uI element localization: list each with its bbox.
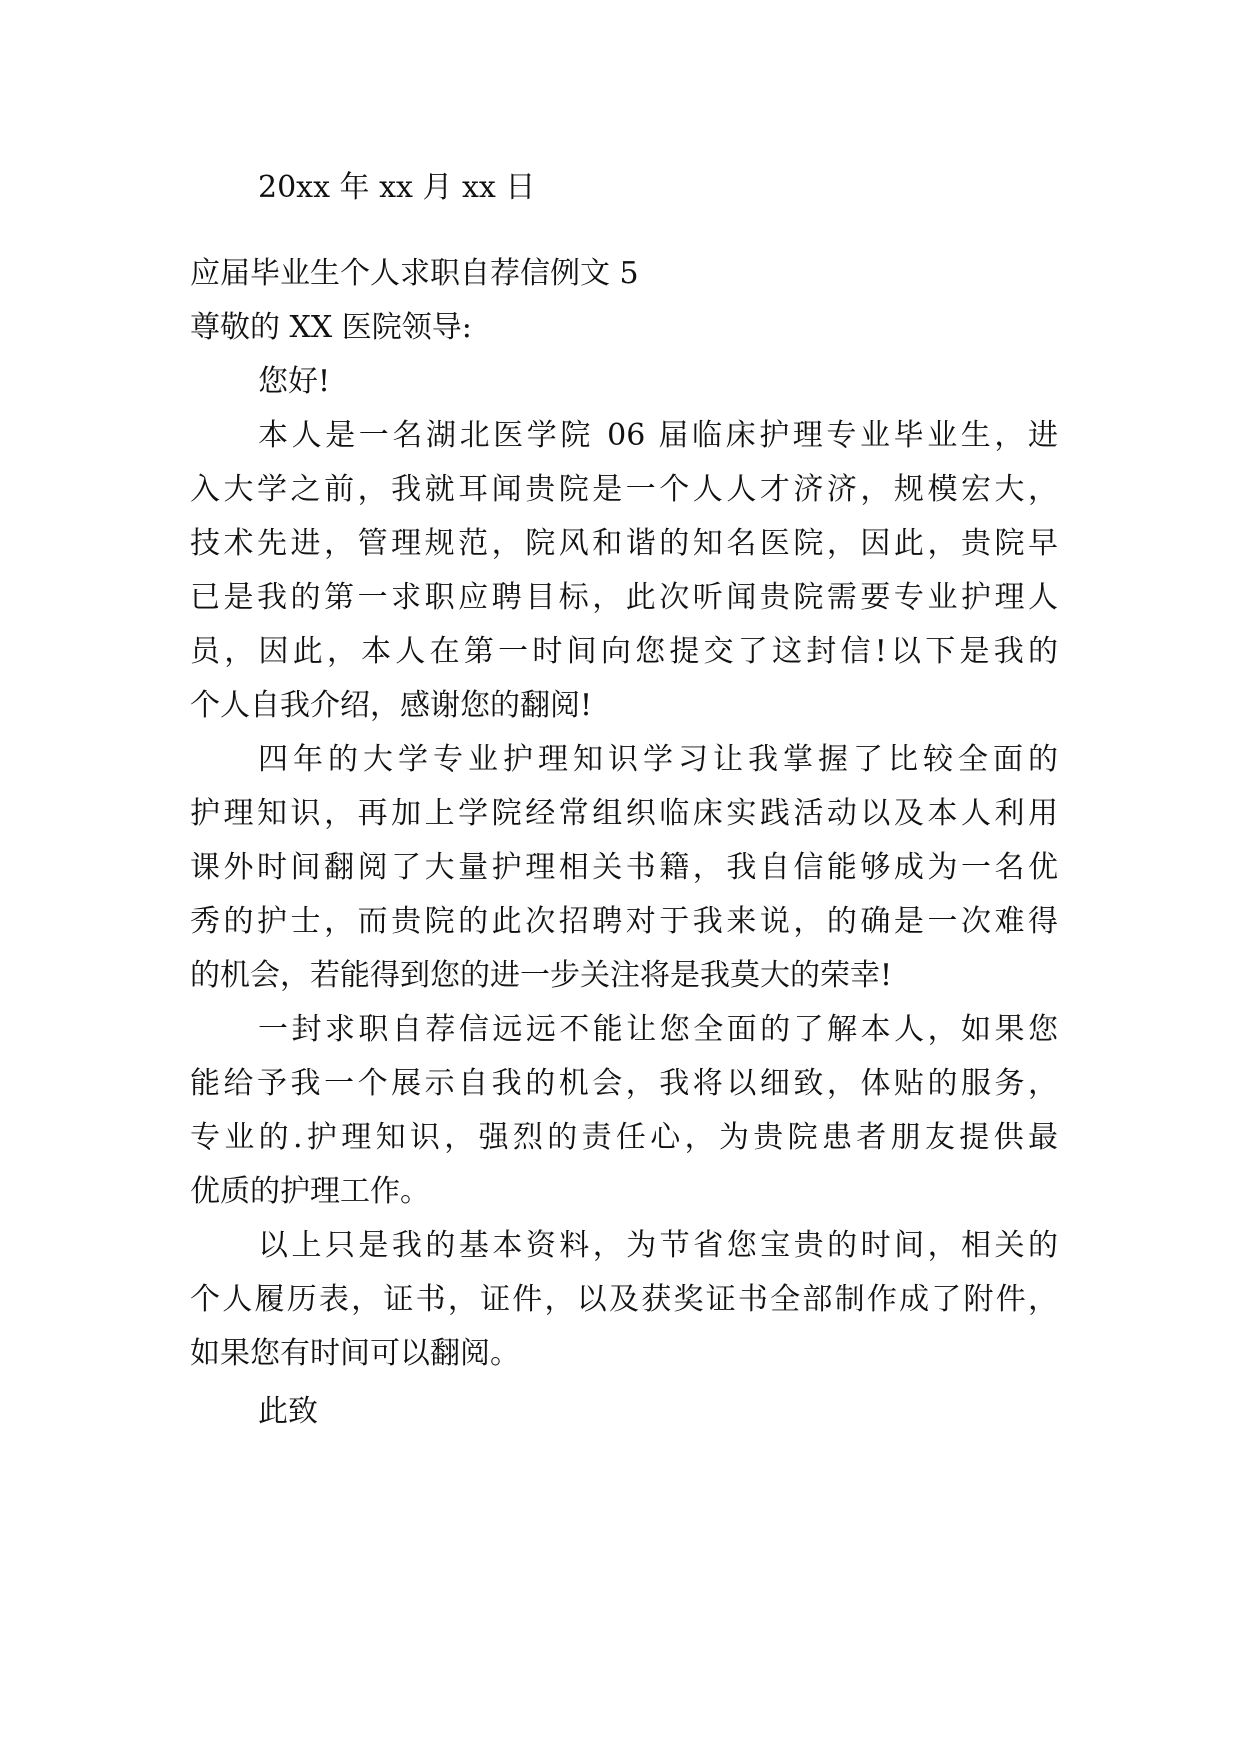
paragraph-line: 的机会，若能得到您的进一步关注将是我莫大的荣幸!	[190, 958, 893, 993]
paragraph-line: 以上只是我的基本资料，为节省您宝贵的时间，相关的	[258, 1228, 1058, 1263]
paragraph-line: 已是我的第一求职应聘目标，此次听闻贵院需要专业护理人	[190, 580, 1058, 615]
letter-date: 20xx 年 xx 月 xx 日	[258, 170, 536, 205]
paragraph-line: 课外时间翻阅了大量护理相关书籍，我自信能够成为一名优	[190, 850, 1058, 885]
paragraph-line: 能给予我一个展示自我的机会，我将以细致，体贴的服务，	[190, 1066, 1058, 1101]
paragraph-line: 入大学之前，我就耳闻贵院是一个人人才济济，规模宏大，	[190, 472, 1058, 507]
paragraph-line: 如果您有时间可以翻阅。	[190, 1336, 520, 1371]
letter-heading: 应届毕业生个人求职自荐信例文 5	[190, 256, 639, 291]
letter-closing: 此致	[258, 1394, 318, 1429]
letter-greeting: 您好!	[258, 364, 331, 399]
paragraph-line: 专业的.护理知识，强烈的责任心，为贵院患者朋友提供最	[190, 1120, 1058, 1155]
paragraph-line: 个人自我介绍，感谢您的翻阅!	[190, 688, 593, 723]
paragraph-line: 四年的大学专业护理知识学习让我掌握了比较全面的	[258, 742, 1058, 777]
paragraph-line: 优质的护理工作。	[190, 1174, 430, 1209]
paragraph-line: 本人是一名湖北医学院 06 届临床护理专业毕业生，进	[258, 418, 1058, 453]
paragraph-line: 秀的护士，而贵院的此次招聘对于我来说，的确是一次难得	[190, 904, 1058, 939]
paragraph-line: 个人履历表，证书，证件，以及获奖证书全部制作成了附件，	[190, 1282, 1058, 1317]
letter-salutation: 尊敬的 XX 医院领导:	[190, 310, 472, 345]
paragraph-line: 一封求职自荐信远远不能让您全面的了解本人，如果您	[258, 1012, 1058, 1047]
paragraph-line: 员，因此，本人在第一时间向您提交了这封信!以下是我的	[190, 634, 1058, 669]
paragraph-line: 技术先进，管理规范，院风和谐的知名医院，因此，贵院早	[190, 526, 1058, 561]
paragraph-line: 护理知识，再加上学院经常组织临床实践活动以及本人利用	[190, 796, 1058, 831]
